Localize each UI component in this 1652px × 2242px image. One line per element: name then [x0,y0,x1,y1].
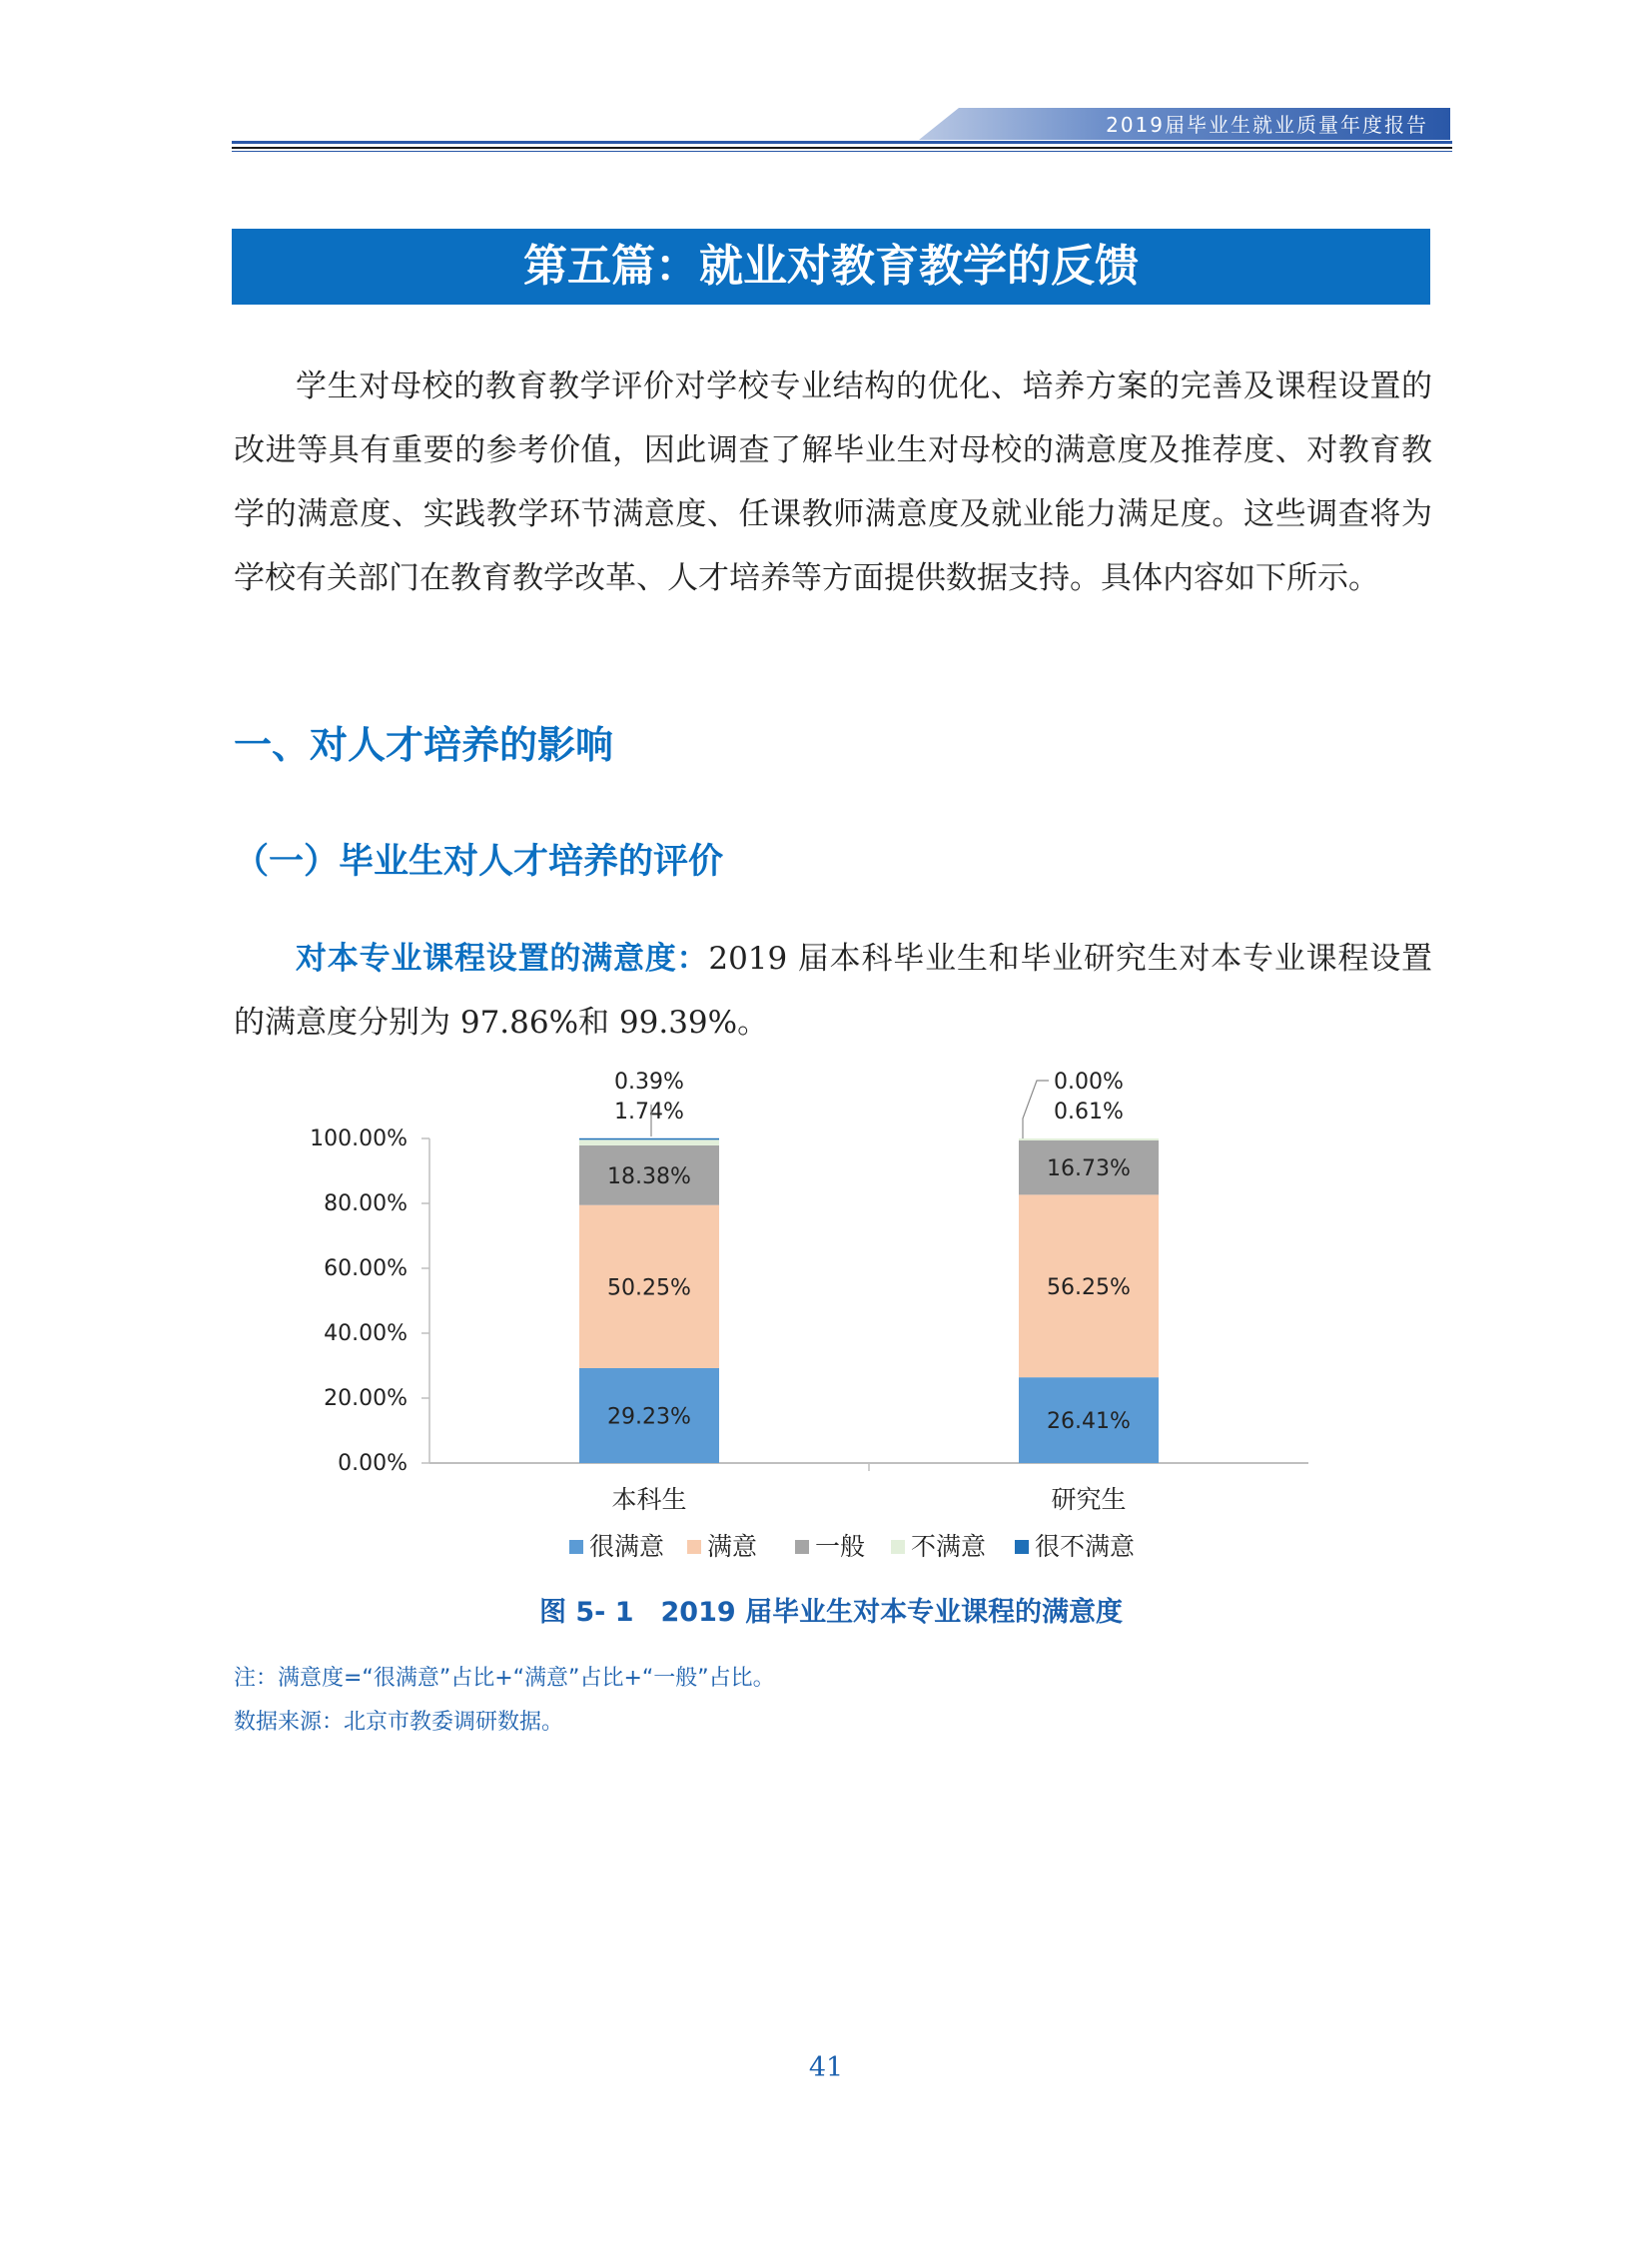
header-rule [232,141,1452,144]
legend-swatch [891,1540,905,1554]
figure-caption: 图 5- 1 2019 届毕业生对本专业课程的满意度 [538,1597,1124,1628]
data-label: 0.61% [1054,1100,1124,1124]
data-label: 1.74% [614,1100,684,1125]
chapter-title: 第五篇：就业对教育教学的反馈 [232,229,1430,305]
figure-note: 注：满意度=“很满意”占比+“满意”占比+“一般”占比。 [234,1666,775,1691]
data-label: 18.38% [607,1163,691,1189]
intro-paragraph [234,355,1432,610]
y-tick-label: 100.00% [310,1126,408,1151]
y-tick-label: 60.00% [324,1256,408,1281]
data-label: 0.00% [1054,1070,1124,1095]
intro-text: 学生对母校的教育教学评价对学校专业结构的优化、培养方案的完善及课程设置的改进等具有重要的参考价值，因此调查了解毕业生对母校的满意度及推荐度、对教育教学的满意度、实践教学环节满意度、任课教师满意度及就业能力满足度。这些调查将为学校有关部门在教育教学改革、人才培养等方面提供数据支持。具体内容如下所示。 [234,369,1432,596]
legend-swatch [1015,1540,1029,1554]
x-tick-label: 本科生 [611,1485,687,1514]
legend-swatch [569,1540,583,1554]
legend-swatch [687,1540,701,1554]
y-tick-label: 40.00% [324,1321,408,1346]
data-label: 50.25% [607,1275,691,1301]
report-title: 2019届毕业生就业质量年度报告 [1106,113,1428,137]
legend-label: 不满意 [911,1532,987,1561]
page-number: 41 [808,2052,844,2083]
lead-paragraph [234,927,1432,1055]
legend-label: 满意 [707,1532,758,1561]
legend-label: 一般 [815,1532,866,1561]
legend-label: 很不满意 [1035,1532,1136,1561]
bar-segment [1019,1138,1159,1140]
legend-label: 很满意 [589,1532,665,1561]
bar-segment [579,1138,719,1140]
legend-swatch [795,1540,809,1554]
y-tick-label: 20.00% [324,1386,408,1411]
x-tick-label: 研究生 [1051,1485,1127,1514]
data-label: 16.73% [1047,1156,1131,1182]
data-label: 56.25% [1047,1274,1131,1300]
lead-label: 对本专业课程设置的满意度： [296,941,709,977]
header-rule [232,151,1452,152]
satisfaction-chart [280,1054,1358,1573]
leader-line [1023,1081,1049,1138]
data-label: 0.39% [614,1070,684,1096]
lead-text: 2019 届本科毕业生和毕业研究生对本专业课程设置的满意度分别为 97.86%和 99.39%。 [234,941,1432,1041]
header-rule [232,147,1452,149]
y-tick-label: 80.00% [324,1191,408,1216]
data-label: 29.23% [607,1404,691,1430]
subsection-heading: （一）毕业生对人才培养的评价 [234,842,724,882]
y-tick-label: 0.00% [338,1451,408,1476]
data-label: 26.41% [1047,1409,1131,1435]
section-heading: 一、对人才培养的影响 [234,723,614,767]
bar-segment [579,1139,719,1145]
chart-svg [280,1054,1358,1573]
data-source: 数据来源：北京市教委调研数据。 [234,1710,564,1735]
